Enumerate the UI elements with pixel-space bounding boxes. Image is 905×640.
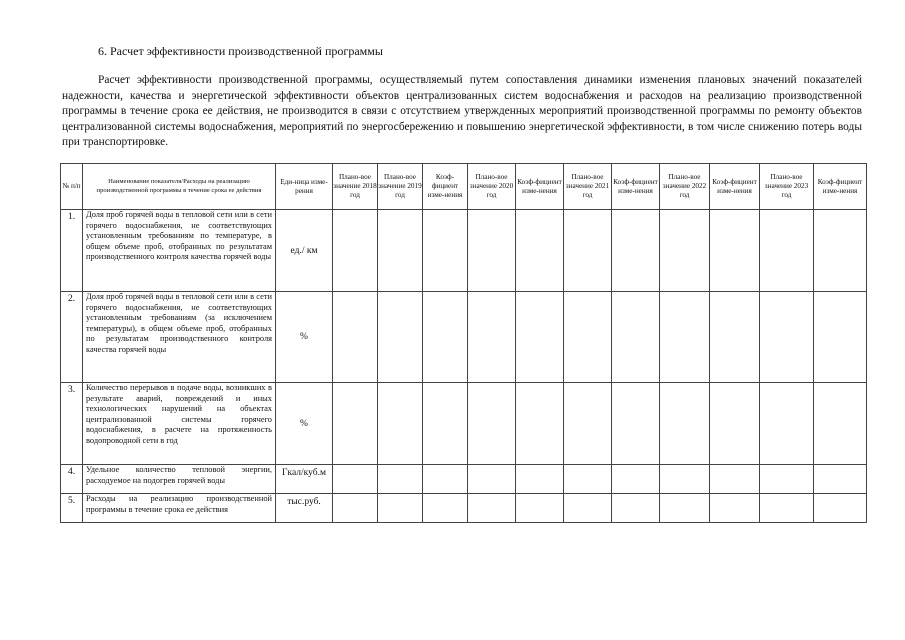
empty-cell [333,465,378,494]
empty-cell [423,210,468,292]
empty-cell [468,292,516,383]
empty-cell [760,292,814,383]
empty-cell [423,465,468,494]
row-num: 3. [61,383,83,465]
description-paragraph: Расчет эффективности производственной программы, осуществляемый путем сопоставления динамики изменения плановых значений показателей надежности, качества и энергетической эффективности объектов централизованных систем водоснабжения и расходов на реализацию производственной программы в течение срока ее действия, не производится в связи с отсутствием утвержденных мероприятий производственной программы по ремонту объектов централизованной системы водоснабжения, мероприятий по энергосбережению и повышению энергетической эффективности, в том числе снижению потерь воды при транспортировке. [62,74,862,149]
empty-cell [660,210,710,292]
empty-cell [660,383,710,465]
header-name: Наименование показателя/Расходы на реализацию производственной программы в течение срока ее действия [83,164,276,210]
empty-cell [516,494,564,523]
empty-cell [612,383,660,465]
empty-cell [378,465,423,494]
table-row [61,465,867,494]
section-heading: 6. Расчет эффективности производственной программы [98,44,383,58]
empty-cell [516,210,564,292]
empty-cell [423,494,468,523]
header-plan-2021: Плано-вое значение 2021 год [564,164,612,210]
row-name: Расходы на реализацию производственной программы в течение срока ее действия [83,494,276,523]
efficiency-table [60,163,867,523]
header-plan-2023: Плано-вое значение 2023 год [760,164,814,210]
empty-cell [710,383,760,465]
empty-cell [468,210,516,292]
empty-cell [564,292,612,383]
empty-cell [333,383,378,465]
empty-cell [814,292,867,383]
table-row [61,383,867,465]
empty-cell [612,494,660,523]
row-num: 2. [61,292,83,383]
empty-cell [710,210,760,292]
row-unit: ед./ км [276,210,333,292]
empty-cell [378,383,423,465]
row-name: Количество перерывов в подаче воды, возникших в результате аварий, повреждений и иных технологических нарушений на объектах централизованной системы горячего водоснабжения, в расчете на протяженность водопроводной сети в год [83,383,276,465]
empty-cell [814,465,867,494]
empty-cell [612,210,660,292]
empty-cell [660,494,710,523]
empty-cell [378,210,423,292]
header-num: № п/п [61,164,83,210]
table-row [61,292,867,383]
empty-cell [468,494,516,523]
empty-cell [378,292,423,383]
header-unit: Еди-ница изме-рения [276,164,333,210]
header-coef-4: Коэф-фициент изме-нения [710,164,760,210]
empty-cell [710,292,760,383]
row-unit: % [276,383,333,465]
row-num: 1. [61,210,83,292]
row-unit: % [276,292,333,383]
empty-cell [468,383,516,465]
empty-cell [814,210,867,292]
header-coef-3: Коэф-фициент изме-нения [612,164,660,210]
empty-cell [710,494,760,523]
empty-cell [760,210,814,292]
empty-cell [516,383,564,465]
row-unit: Гкал/куб.м [276,465,333,494]
empty-cell [814,383,867,465]
empty-cell [333,210,378,292]
empty-cell [333,494,378,523]
empty-cell [660,465,710,494]
empty-cell [612,292,660,383]
row-num: 5. [61,494,83,523]
empty-cell [468,465,516,494]
header-coef-2: Коэф-фициент изме-нения [516,164,564,210]
empty-cell [660,292,710,383]
empty-cell [760,383,814,465]
table-row [61,210,867,292]
header-plan-2018: Плано-вое значение 2018 год [333,164,378,210]
empty-cell [710,465,760,494]
row-name: Удельное количество тепловой энергии, расходуемое на подогрев горячей воды [83,465,276,494]
row-name: Доля проб горячей воды в тепловой сети или в сети горячего водоснабжения, не соответствующих установленным требованиям (за исключением температуры), в общем объеме проб, отобранных по результатам производственного контроля качества горячей воды [83,292,276,383]
header-plan-2022: Плано-вое значение 2022 год [660,164,710,210]
empty-cell [564,383,612,465]
empty-cell [564,465,612,494]
empty-cell [333,292,378,383]
row-name: Доля проб горячей воды в тепловой сети или в сети горячего водоснабжения, не соответствующих установленным требованиям по температуре, в общем объеме проб, отобранных по результатам производственного контроля качества горячей воды [83,210,276,292]
header-coef-5: Коэф-фициент изме-нения [814,164,867,210]
empty-cell [814,494,867,523]
empty-cell [612,465,660,494]
row-unit: тыс.руб. [276,494,333,523]
header-plan-2020: Плано-вое значение 2020 год [468,164,516,210]
header-plan-2019: Плано-вое значение 2019 год [378,164,423,210]
empty-cell [516,465,564,494]
empty-cell [516,292,564,383]
empty-cell [423,292,468,383]
row-num: 4. [61,465,83,494]
empty-cell [423,383,468,465]
empty-cell [378,494,423,523]
table-header-row [61,164,867,210]
empty-cell [760,494,814,523]
empty-cell [564,210,612,292]
empty-cell [564,494,612,523]
table-row [61,494,867,523]
header-coef-1: Коэф-фициент изме-нения [423,164,468,210]
empty-cell [760,465,814,494]
